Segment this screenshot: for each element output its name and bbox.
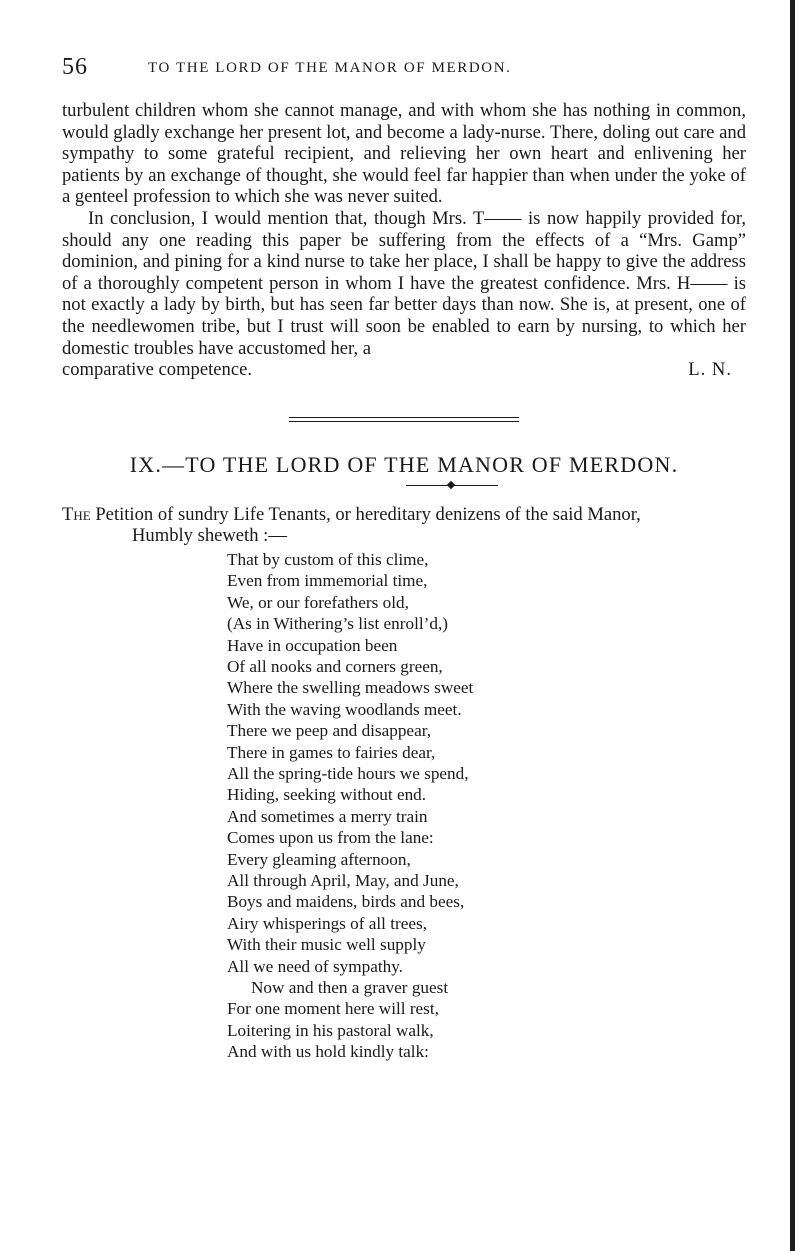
verse-line: Even from immemorial time, bbox=[227, 571, 428, 591]
verse-line: Have in occupation been bbox=[227, 635, 398, 655]
verse-line: Of all nooks and corners green, bbox=[227, 656, 443, 676]
verse-line: With their music well supply bbox=[227, 935, 426, 955]
verse-line: All we need of sympathy. bbox=[227, 956, 403, 976]
verse-line: Boys and maidens, birds and bees, bbox=[227, 892, 465, 912]
running-head bbox=[62, 52, 746, 92]
verse-line: With the waving woodlands meet. bbox=[227, 699, 462, 719]
section-title: IX.—TO THE LORD OF THE MANOR OF MERDON. bbox=[129, 451, 679, 477]
verse-line: Now and then a graver guest bbox=[251, 978, 449, 998]
closing-line bbox=[62, 359, 746, 381]
verse-line: We, or our forefathers old, bbox=[227, 592, 409, 612]
paragraph-conclusion: In conclusion, I would mention that, though Mrs. T—— is now happily provided for, should any one reading this paper be suffering from the effects of a “Mrs. Gamp” dominion, and pining for a kind nurse to take her place, I shall be happy to give the address of a thoroughly competent person in whom I have the greatest confidence. Mrs. H—— is not exactly a lady by birth, but has seen far better days than now. She is, at present, one of the needlewomen tribe, but I trust will soon be enabled to earn by nursing, to which her domestic troubles have accustomed her, a bbox=[62, 207, 746, 359]
verse-line: All the spring-tide hours we spend, bbox=[227, 763, 469, 783]
verse-line: For one moment here will rest, bbox=[227, 999, 439, 1019]
verse-line: And with us hold kindly talk: bbox=[227, 1042, 429, 1062]
petition-sheweth: Humbly sheweth :— bbox=[132, 525, 287, 547]
verse-line: Every gleaming afternoon, bbox=[227, 849, 411, 869]
petition-lead bbox=[62, 504, 746, 526]
verse-line: That by custom of this clime, bbox=[227, 549, 429, 569]
verse-line: There we peep and disappear, bbox=[227, 721, 432, 741]
verse-line: (As in Withering’s list enroll’d,) bbox=[227, 614, 448, 634]
previous-article-text bbox=[62, 100, 746, 359]
verse-block bbox=[62, 549, 746, 1063]
verse-line: Airy whisperings of all trees, bbox=[227, 913, 427, 933]
title-ornament bbox=[406, 480, 498, 492]
verse-line: And sometimes a merry train bbox=[227, 806, 428, 826]
verse-line: Loitering in his pastoral walk, bbox=[227, 1020, 434, 1040]
page-edge-shadow bbox=[790, 0, 795, 1251]
book-page bbox=[62, 52, 746, 1063]
verse-line: All through April, May, and June, bbox=[227, 871, 459, 890]
verse-line: There in games to fairies dear, bbox=[227, 742, 436, 762]
section-divider bbox=[289, 417, 519, 422]
page-number: 56 bbox=[62, 54, 88, 80]
verse-line: Hiding, seeking without end. bbox=[227, 785, 427, 805]
paragraph-continued: turbulent children whom she cannot manage, and with whom she has nothing in common, would gladly exchange her present lot, and become a lady-nurse. There, doling out care and sympathy to some grateful recipient, and relieving her own heart and enlivening her patients by an exchange of thought, she would feel far happier than when under the yoke of a genteel profession to which she was never suited. bbox=[62, 100, 746, 208]
running-title: TO THE LORD OF THE MANOR OF MERDON. bbox=[148, 60, 512, 76]
petition-text: Petition of sundry Life Tenants, or hereditary denizens of the said Manor, bbox=[95, 503, 641, 525]
petition-opening-word: The bbox=[62, 503, 91, 525]
petition-intro bbox=[62, 504, 746, 547]
verse-line: Where the swelling meadows sweet bbox=[227, 678, 474, 698]
closing-text: comparative competence. bbox=[62, 359, 252, 381]
verse-line: Comes upon us from the lane: bbox=[227, 828, 434, 848]
author-signature: L. N. bbox=[688, 359, 732, 381]
